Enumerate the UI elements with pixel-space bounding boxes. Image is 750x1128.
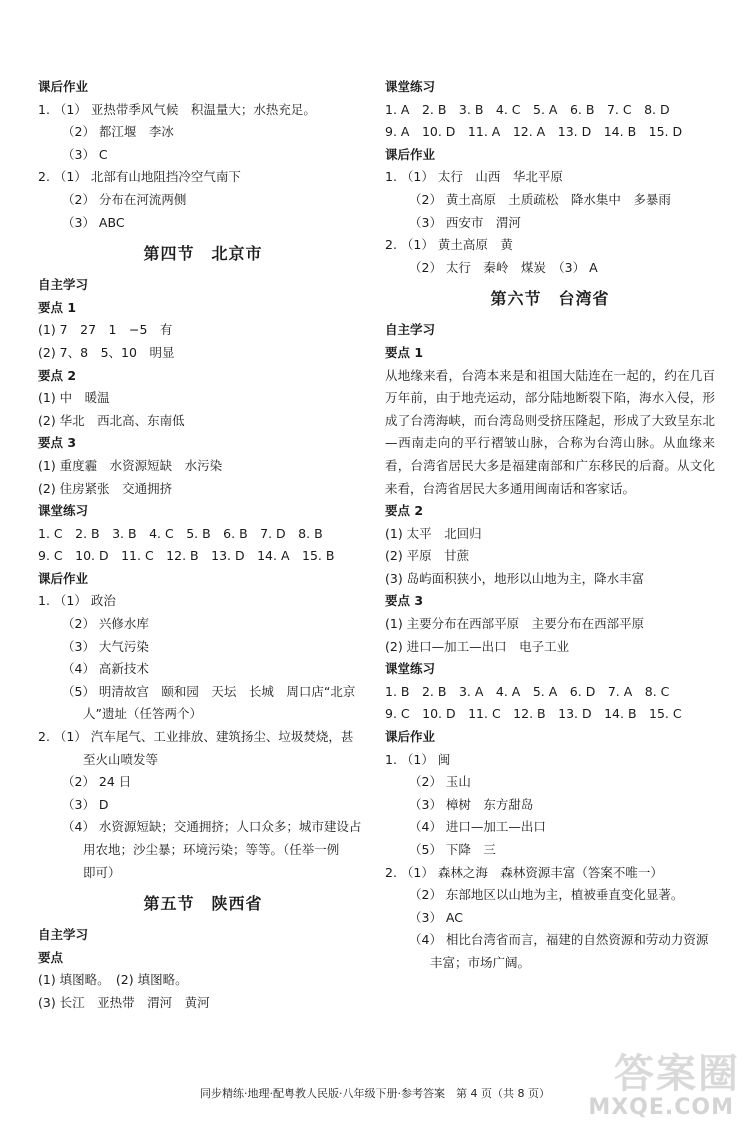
answer-line: （2） 24 日 — [62, 774, 132, 790]
answer-line: （2） 太行 秦岭 煤炭 （3） A — [409, 259, 598, 275]
watermark-text: 答案圈 — [614, 1051, 740, 1097]
right-column — [385, 76, 715, 975]
answer-line: (1) 填图略。 (2) 填图略。 — [38, 972, 188, 988]
answer-line: 2. （1） 汽车尾气、工业排放、建筑扬尘、垃圾焚烧，甚 — [38, 729, 354, 745]
answer-line: （4） 高新技术 — [62, 661, 149, 677]
heading-homework: 课后作业 — [38, 570, 89, 586]
watermark-url: MXQE.COM — [588, 1095, 734, 1120]
answer-line: 至火山喷发等 — [83, 751, 159, 767]
answer-line: 1. （1） 政治 — [38, 593, 116, 609]
answer-line: 人”遗址（任答两个） — [83, 706, 202, 722]
answer-line: （2） 东部地区以山地为主，植被垂直变化显著。 — [409, 887, 684, 903]
answer-line: （4） 相比台湾省而言，福建的自然资源和劳动力资源 — [409, 932, 709, 948]
answer-line: (1) 中 暖温 — [38, 390, 110, 406]
answer-line: (1) 主要分布在西部平原 主要分布在西部平原 — [385, 616, 645, 632]
heading-homework: 课后作业 — [385, 146, 436, 162]
answer-line: (1) 重度霾 水资源短缺 水污染 — [38, 457, 223, 473]
heading-point: 要点 2 — [385, 503, 424, 519]
answer-line: （2） 分布在河流两侧 — [62, 191, 187, 207]
heading-point: 要点 1 — [38, 299, 77, 315]
answer-line: （3） 西安市 渭河 — [409, 214, 521, 230]
answer-line: （4） 水资源短缺；交通拥挤；人口众多；城市建设占 — [62, 819, 362, 835]
heading-point: 要点 3 — [385, 593, 424, 609]
answer-line: （4） 进口—加工—出口 — [409, 819, 546, 835]
answer-line: 1. （1） 太行 山西 华北平原 — [385, 169, 563, 185]
answer-line: （2） 兴修水库 — [62, 616, 149, 632]
heading-classwork: 课堂练习 — [385, 79, 436, 94]
answer-line: （5） 下降 三 — [409, 842, 496, 857]
section-title-taiwan: 第六节 台湾省 — [490, 289, 610, 309]
answer-line: 1. （1） 闽 — [385, 751, 451, 767]
answer-line: 1. C 2. B 3. B 4. C 5. B 6. B 7. D 8. B — [38, 525, 323, 541]
answer-line: （3） D — [62, 796, 109, 812]
heading-self-study: 自主学习 — [385, 322, 436, 338]
heading-point: 要点 3 — [38, 435, 77, 451]
answer-line: 即可） — [83, 864, 121, 880]
answer-line: （3） 樟树 东方甜岛 — [409, 796, 534, 812]
answer-line: (3) 岛屿面积狭小，地形以山地为主，降水丰富 — [385, 570, 645, 586]
left-column — [38, 76, 368, 1015]
heading-point: 要点 1 — [385, 344, 424, 360]
answer-line: (2) 平原 甘蔗 — [385, 548, 470, 564]
heading-self-study: 自主学习 — [38, 927, 89, 943]
answer-line: 1. B 2. B 3. A 4. A 5. A 6. D 7. A 8. C — [385, 683, 670, 699]
answer-line: 丰富；市场广阔。 — [430, 954, 531, 970]
answer-line: 2. （1） 森林之海 森林资源丰富（答案不唯一） — [385, 864, 663, 880]
answer-line: （2） 黄土高原 土质疏松 降水集中 多暴雨 — [409, 191, 671, 207]
answer-line: （2） 玉山 — [409, 774, 471, 790]
section-title-shaanxi: 第五节 陕西省 — [143, 894, 263, 914]
answer-line: 1. （1） 亚热带季风气候 积温量大；水热充足。 — [38, 101, 316, 117]
heading-self-study: 自主学习 — [38, 277, 89, 293]
answer-line: 用农地；沙尘暴；环境污染；等等。（任举一例 — [83, 842, 340, 857]
answer-line: 1. A 2. B 3. B 4. C 5. A 6. B 7. C 8. D — [385, 101, 670, 117]
heading-homework: 课后作业 — [38, 79, 89, 94]
heading-point: 要点 — [38, 949, 64, 965]
answer-line: 2. （1） 黄土高原 黄 — [385, 237, 513, 253]
answer-paragraph: 从地缘来看，台湾本来是和祖国大陆连在一起的，约在几百万年前，由于地壳运动，部分陆地断裂下陷，海水入侵，形成了台湾海峡，而台湾岛则受挤压隆起，形成了大致呈东北—西南走向的平行褶皱山脉，合称为台湾山脉。从血缘来看，台湾省居民大多是福建南部和广东移民的后裔。从文化来看，台湾省居民大多通用闽南话和客家话。 — [385, 367, 715, 496]
answer-line: （2） 都江堰 李冰 — [62, 124, 174, 140]
answer-line: 2. （1） 北部有山地阻挡冷空气南下 — [38, 169, 241, 185]
answer-line: (2) 7、8 5、10 明显 — [38, 344, 175, 360]
answer-line: (2) 住房紧张 交通拥挤 — [38, 480, 173, 496]
heading-classwork: 课堂练习 — [38, 503, 89, 519]
answer-line: (2) 进口—加工—出口 电子工业 — [385, 638, 570, 654]
answer-line: （3） C — [62, 146, 108, 162]
answer-line: 9. A 10. D 11. A 12. A 13. D 14. B 15. D — [385, 124, 683, 140]
answer-line: （3） ABC — [62, 214, 125, 230]
answer-line: 9. C 10. D 11. C 12. B 13. D 14. A 15. B — [38, 548, 335, 564]
answer-line: （5） 明清故宫 颐和园 天坛 长城 周口店“北京 — [62, 683, 356, 699]
section-title-beijing: 第四节 北京市 — [143, 244, 263, 264]
answer-line: (2) 华北 西北高、东南低 — [38, 412, 185, 428]
answer-line: （3） AC — [409, 909, 463, 925]
answer-line: 9. C 10. D 11. C 12. B 13. D 14. B 15. C — [385, 706, 682, 722]
answer-line: (1) 太平 北回归 — [385, 525, 482, 541]
heading-point: 要点 2 — [38, 367, 77, 383]
answer-line: （3） 大气污染 — [62, 638, 149, 654]
answer-line: (3) 长江 亚热带 渭河 黄河 — [38, 994, 210, 1010]
watermark-logo — [570, 1042, 740, 1120]
answer-line: (1) 7 27 1 −5 有 — [38, 322, 173, 338]
page-footer: 同步精练·地理·配粤教人民版·八年级下册·参考答案 第 4 页（共 8 页） — [200, 1087, 550, 1100]
heading-classwork: 课堂练习 — [385, 661, 436, 677]
heading-homework: 课后作业 — [385, 729, 436, 745]
